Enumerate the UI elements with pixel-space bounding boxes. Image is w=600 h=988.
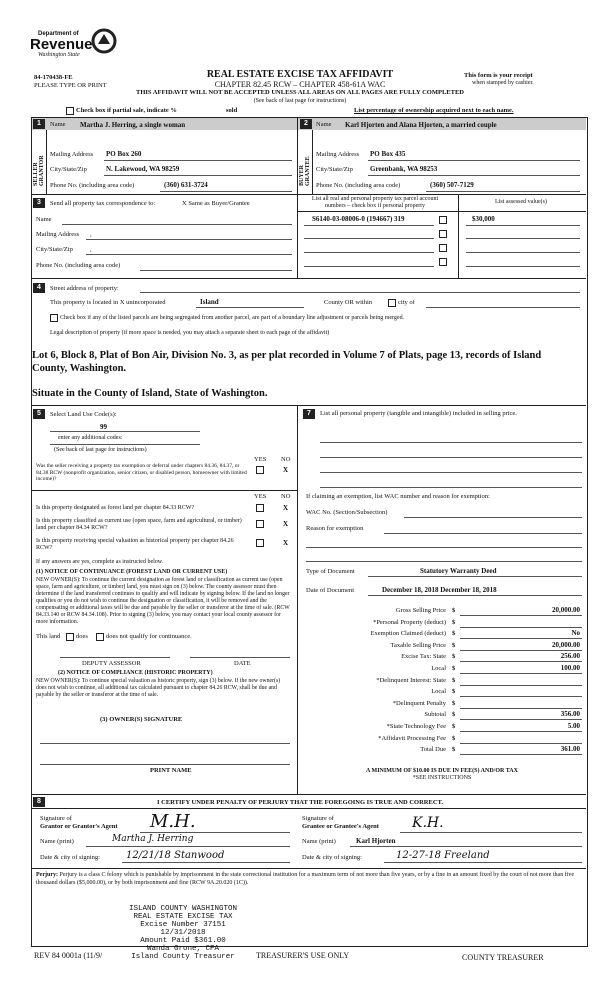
yes-header-2: YES [254,493,267,500]
calc-line-12 [460,754,582,755]
assessed-header: List assessed value(s) [495,199,547,205]
mid-divider-3 [297,194,298,278]
receipt-note-1: This form is your receipt [464,72,533,79]
parcel-header-2: numbers – check box if personal property [325,203,425,209]
calc-dollar-0: $ [452,607,456,614]
calc-label-9: Subtotal [424,711,446,719]
personal-line-2[interactable] [320,457,582,458]
section-4-number: 4 [33,283,45,293]
grantor-sig-line[interactable] [140,832,290,833]
parcel-line-3[interactable] [304,252,434,253]
notice-2-body: NEW OWNER(S): To continue special valuation as historic property, sign (3) below. If the new owner(s) does not wish to continue, all additional tax calculated pursuant to chapter 84.26 RCW, shall be due and payable by the seller or transferor at the time of sale. [36,678,281,698]
legal-desc-line2: County, Washington. [32,363,127,374]
calc-label-10: *State Technology Fee [386,723,446,730]
list-percentage: List percentage of ownership acquired next to each name. [354,107,514,114]
section-3-number: 3 [33,198,45,208]
divider-after-5 [32,794,586,795]
grantor-name-print: Martha J. Herring [112,834,194,844]
grantee-signature: K.H. [412,815,444,831]
grantor-sig-label1: Signature of [40,815,72,822]
receipt-note-2: when stamped by cashier. [472,80,534,86]
corr-addr-line[interactable] [86,239,292,240]
buyer-addr-label: Mailing Address [316,151,360,158]
legal-desc-label: Legal description of property (if more space is needed, you may attach a separate sheet to each page of the affidavit) [50,330,330,336]
calc-line-9 [460,719,582,720]
assessed-line-3[interactable] [466,252,580,253]
within-city-checkbox[interactable] [388,299,396,307]
calc-line-4 [460,661,582,662]
notice-1-body: NEW OWNER(S): To continue the current designation as forest land or classification as current use (open space, farm and agriculture, or timber) land, you must sign on (3) below. The county assessor must then determine if the land transferred continues to qualify and will indicate by signing below. If the land no longer qualifies or you do not wish to continue the designation or classification, it will be removed and the compensating or additional taxes will be due and payable by the seller or transferor at the time of sale. (RCW 84.33.140 or RCW 84.34.108). Prior to signing (3) below, you may contact your local county assessor for more information. [36,577,290,625]
city-of-label: city of [398,299,415,306]
county-line [196,307,304,308]
partial-sold: sold [226,107,238,114]
divider-after-8 [32,868,586,869]
seller-addr-line [104,160,292,161]
divider-after-12 [32,194,586,195]
parcel-vdiv [458,194,459,278]
buyer-city: Greenbank, WA 98253 [370,165,438,173]
corr-addr-label: Mailing Address [36,231,80,238]
seller-phone: (360) 631-3724 [164,181,208,189]
location-label: This property is located in X unincorporated [50,299,166,306]
treasurer-use-only: TREASURER'S USE ONLY [256,951,350,960]
calc-line-6 [460,685,582,686]
grantor-date: 12/21/18 Stanwood [126,850,225,861]
stamp-line5: Amount Paid $361.00 [140,937,226,945]
washington-logo-icon [90,28,120,54]
form-chapters: CHAPTER 82.45 RCW – CHAPTER 458-61A WAC [214,80,386,89]
parcel-checkbox-4[interactable] [439,258,447,266]
perjury-label: Perjury: [36,872,58,878]
corr-addr-val: , [90,231,92,238]
reason-line-3[interactable] [306,561,582,562]
buyer-addr: PO Box 435 [370,150,406,158]
calc-line-2 [460,638,582,639]
stamp-line3: Excise Number 37151 [140,921,226,929]
logo-line2: Revenue [30,36,93,53]
seller-phone-label: Phone No. (including area code) [50,182,135,189]
see-back-label: (See back of last page for instructions) [54,447,147,453]
q1-answer: X [283,466,289,474]
certify: I CERTIFY UNDER PENALTY OF PERJURY THAT THE FOREGOING IS TRUE AND CORRECT. [156,799,443,806]
segregate-checkbox[interactable] [50,314,58,322]
personal-line-3[interactable] [320,472,582,473]
wac-line[interactable] [404,517,582,518]
partial-sale-label: Check box if partial sale, indicate % [76,107,177,114]
calc-line-7 [460,696,582,697]
parcel-line-2[interactable] [304,238,434,239]
parcel-checkbox-1[interactable] [439,216,447,224]
perjury-body: Perjury is a class C felony which is punishable by imprisonment in the state correctional institution for a maximum term of not more than five years, or by a fine in an amount fixed by the court of not more than five thousand dollars ($5,000.00), or by both imprisonment and fine (RCW 9A.20.020 (1C)). [36,872,575,886]
type-print: PLEASE TYPE OR PRINT [34,82,107,89]
parcel-number: S6140-03-08006-0 (194667) 319 [312,215,405,223]
doc-type-line [368,576,582,577]
calc-dollar-10: $ [452,723,456,730]
calc-dollar-9: $ [452,711,456,719]
mid-divider-12 [297,118,298,194]
q-divider [32,490,297,491]
q4-text: Is this property receiving special valuation as historical property per chapter 84.26 RCW? [36,538,234,551]
buyer-vdiv [312,130,313,194]
land-use-line [50,431,200,432]
grantee-sig-label1: Signature of [302,815,334,822]
perjury-text [36,872,584,887]
seller-name: Martha J. Herring, a single woman [80,121,186,129]
calc-dollar-3: $ [452,641,456,649]
divider-after-3 [32,278,586,279]
no-header-1: NO [281,456,291,463]
doc-type: Statutory Warranty Deed [420,567,497,575]
buyer-city-label: City/State/Zip [316,166,353,173]
assessed-line-1 [466,225,580,226]
calc-value-9[interactable]: 356.00 [560,710,580,719]
parcel-checkbox-3[interactable] [439,244,447,252]
grantee-name-label: Name (print) [302,838,336,845]
calc-dollar-4: $ [452,653,456,661]
deputy-date: DATE [234,660,251,667]
additional-line[interactable] [50,444,200,445]
calc-label-7: Local [431,688,446,696]
grantee-date: 12-27-18 Freeland [396,850,490,861]
grantor-sig-label2: Grantor or Grantor's Agent [40,823,118,830]
county-or-within: County OR within [324,299,373,306]
certify-line [32,808,586,809]
grantee-date-line[interactable] [384,862,582,863]
calc-label-4: Excise Tax: State [401,653,446,661]
dor-logo [30,28,125,70]
does-not-checkbox[interactable] [96,633,104,641]
city-of-line[interactable] [426,307,580,308]
corr-city-label: City/State/Zip [36,246,73,253]
land-use-code: 99 [100,423,107,431]
notice-1-title: (1) NOTICE OF CONTINUANCE (FOREST LAND OR CURRENT USE) [36,569,228,575]
corr-name-line[interactable] [62,224,292,225]
grantee-sig-label2: Grantee or Grantee's Agent [302,823,379,830]
grantee-name-print: Karl Hjorten [356,837,396,845]
corr-same: X Same as Buyer/Grantee [182,200,250,207]
calc-value-4[interactable]: 256.00 [560,652,580,661]
this-land-label: This land [36,633,61,640]
calc-value-12[interactable]: 361.00 [560,745,580,754]
calc-label-0: Gross Selling Price [395,607,446,614]
notice-2-title: (2) NOTICE OF COMPLIANCE (HISTORIC PROPERTY) [58,670,213,676]
treasurer-stamp [110,905,256,961]
q1-yes-checkbox[interactable] [256,466,264,474]
calc-dollar-12: $ [452,746,456,754]
calc-dollar-2: $ [452,630,456,638]
seller-vdiv [46,130,47,194]
calc-line-5 [460,673,582,674]
assessed-line-4[interactable] [466,266,580,267]
calc-dollar-5: $ [452,665,456,672]
calc-value-10[interactable]: 5.00 [567,722,580,730]
buyer-phone-label: Phone No. (including area code) [316,182,401,189]
buyer-vertical-label: BUYER GRANTEE [299,156,311,186]
divider-after-4 [32,405,586,406]
q2-text: Is this property designated as forest land per chapter 84.33 RCW? [36,505,195,511]
grantor-name-line[interactable] [86,846,290,847]
corr-label: Send all property tax correspondence to: [50,200,156,207]
does-checkbox[interactable] [66,633,74,641]
corr-phone-label: Phone No. (including area code) [36,262,121,269]
stamp-line4: 12/31/2018 [160,929,206,937]
additional-codes-label: enter any additional codes: [58,435,123,441]
owner-signature: (3) OWNER(S) SIGNATURE [100,716,183,723]
segregate-label: Check box if any of the listed parcels are being segregated from another parcel, are part of a boundary line adjustment or parcels being merged. [60,315,405,321]
stamp-line7: Island County Treasurer [131,953,235,961]
owner-sig-line[interactable] [40,743,290,744]
buyer-city-line [368,175,580,176]
stamp-line2: REAL ESTATE EXCISE TAX [133,913,233,921]
calc-label-1: *Personal Property (deduct) [373,618,446,626]
mid-divider-5 [297,405,298,794]
grantee-date-label: Date & city of signing: [302,854,362,861]
calc-label-3: Taxable Selling Price [390,641,446,649]
calc-label-5: Local [431,665,446,672]
doc-date-line [368,595,582,596]
calc-label-11: *Affidavit Processing Fee [378,734,446,742]
logo-line3: Washington State [38,52,80,58]
grantee-sig-line[interactable] [400,832,582,833]
seller-addr: PO Box 260 [106,150,142,158]
seller-city-line [104,175,292,176]
street-label: Street address of property: [50,285,119,292]
buyer-addr-line [368,160,580,161]
form-code: 84-170438-FE [34,74,73,81]
parcel-line-1 [304,225,434,226]
calc-label-12: Total Due [420,746,446,754]
form-see-back: (See back of last page for instructions) [253,98,347,104]
q4-answer: X [283,539,289,547]
calc-dollar-1: $ [452,618,456,626]
does-label: does [76,633,88,640]
does-not-label: does not qualify for continuance. [106,633,192,640]
seller-city: N. Lakewood, WA 98259 [106,165,180,173]
calc-dollar-6: $ [452,676,456,684]
q4-yes-checkbox[interactable] [256,539,264,547]
parcel-header-line [298,211,586,212]
section-2-number: 2 [300,119,312,129]
calc-line-3 [460,650,582,651]
date-line[interactable] [190,657,290,658]
calc-dollar-8: $ [452,699,456,707]
seller-phone-line [160,191,292,192]
q3-yes-checkbox[interactable] [256,520,264,528]
reason-line-2[interactable] [306,547,582,548]
corr-name-label: Name [36,216,52,223]
print-name: PRINT NAME [150,767,192,774]
calc-value-2[interactable]: No [571,629,580,638]
personal-property-label: List all personal property (tangible and intangible) included in selling price. [320,410,517,417]
section-5-number: 5 [33,409,45,419]
buyer-name: Karl Hjorten and Alana Hjorten, a married couple [345,121,497,129]
assessed-line-2[interactable] [466,238,580,239]
doc-date-label: Date of Document [306,587,355,594]
calc-dollar-11: $ [452,734,456,742]
buyer-phone-line [426,191,580,192]
deputy-line[interactable] [60,657,170,658]
reason-line-1[interactable] [384,533,582,534]
section-8-number: 8 [33,797,45,807]
parcel-value: $30,000 [472,215,495,223]
county-treasurer: COUNTY TREASURER [462,953,544,962]
reason-label: Reason for exemption [306,525,364,532]
section-7-number: 7 [303,409,315,419]
rev-number: REV 84 0001a (11/9/ [34,951,103,960]
yes-header-1: YES [254,456,267,463]
grantee-name-line[interactable] [350,846,582,847]
q1-text: Was the seller receiving a property tax exemption or deferral under chapters 84.36, 84.37, or 84.38 RCW (nonprofit organization, senior citizen, or disabled person, homeowner with limited income)? [36,463,247,482]
situate: Situate in the County of Island, State of Washington. [32,388,268,399]
street-line[interactable] [140,292,580,293]
partial-sale-checkbox[interactable] [66,107,74,115]
form-notice: THIS AFFIDAVIT WILL NOT BE ACCEPTED UNLESS ALL AREAS ON ALL PAGES ARE FULLY COMPLETED [136,89,464,96]
personal-line-4[interactable] [320,487,582,488]
deputy-assessor: DEPUTY ASSESSOR [82,660,141,667]
corr-phone-line[interactable] [140,270,292,271]
form-title: REAL ESTATE EXCISE TAX AFFIDAVIT [206,69,394,80]
calc-line-8 [460,708,582,709]
grantor-name-label: Name (print) [40,838,74,845]
calc-dollar-7: $ [452,688,456,696]
wac-label: WAC No. (Section/Subsection) [306,509,388,516]
logo-line1: Department of [38,31,79,37]
grantor-date-line[interactable] [122,862,290,863]
stamp-line6: Wanda Grone, CPA [146,945,219,953]
corr-city-val: , [90,246,92,253]
seller-city-label: City/State/Zip [50,166,87,173]
parcel-checkbox-2[interactable] [439,230,447,238]
see-instructions: *SEE INSTRUCTIONS [412,775,472,781]
grantor-signature: M.H. [150,811,196,832]
doc-type-label: Type of Document [306,568,355,575]
q3-text: Is this property classified as current use (open space, farm and agricultural, or timber) land per chapter 84.34 RCW? [36,518,242,531]
calc-value-3[interactable]: 20,000.00 [552,640,580,649]
doc-date: December 18, 2018 December 18, 2018 [382,586,497,594]
q2-answer: X [283,504,289,512]
calc-line-1 [460,627,582,628]
land-use-label: Select Land Use Code(s): [50,411,117,418]
calc-line-10 [460,731,582,732]
corr-city-line[interactable] [86,254,292,255]
exemption-label: If claiming an exemption, list WAC number and reason for exemption: [306,493,490,500]
calc-value-0[interactable]: 20,000.00 [552,606,580,614]
calc-line-11 [460,743,582,744]
personal-line-1[interactable] [320,442,582,443]
print-name-line[interactable] [40,764,290,765]
no-header-2: NO [281,493,291,500]
stamp-line1: ISLAND COUNTY WASHINGTON [128,905,238,913]
calc-label-8: *Delinquent Penalty [392,699,446,707]
seller-addr-label: Mailing Address [50,151,94,158]
parcel-header-1: List all real and personal property tax parcel account [311,196,439,202]
section-1-number: 1 [33,119,45,129]
seller-name-label: Name [50,121,66,128]
legal-desc-line1: Lot 6, Block 8, Plat of Bon Air, Division No. 3, as per plat recorded in Volume 7 of Plats, page 13, records of Island [32,350,542,361]
county-value: Island [200,298,219,306]
calc-label-6: *Delinquent Interest: State [376,676,446,684]
q2-yes-checkbox[interactable] [256,504,264,512]
seller-vertical-label: SELLER GRANTOR [33,155,45,186]
q3-answer: X [283,520,289,528]
grantor-date-label: Date & city of signing: [40,854,100,861]
calc-value-5[interactable]: 100.00 [560,664,580,672]
parcel-line-4[interactable] [304,266,434,267]
calc-line-0 [460,615,582,616]
buyer-name-label: Name [316,121,332,128]
if-any-yes: If any answers are yes, complete as instructed below. [36,559,164,565]
minimum-due: A MINIMUM OF $10.00 IS DUE IN FEE(S) AND/OR TAX [366,768,518,774]
buyer-phone: (360) 507-7129 [430,181,474,189]
calc-label-2: Exemption Claimed (deduct) [370,630,446,638]
